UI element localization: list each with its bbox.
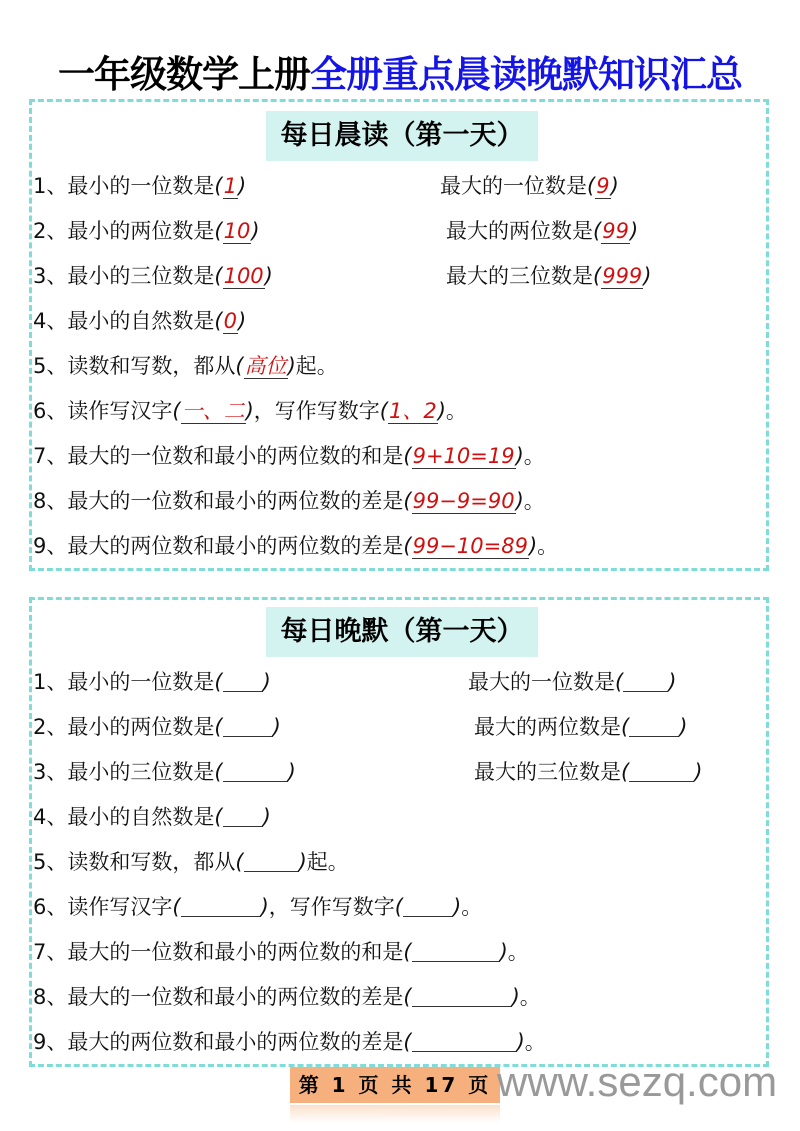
answer: 0	[223, 309, 237, 333]
paren-close: )	[516, 1030, 525, 1054]
evening-heading: 每日晚默（第一天）	[266, 607, 538, 657]
question-number: 6、	[33, 895, 68, 919]
paren-open: (	[214, 174, 223, 198]
question-line	[33, 530, 558, 560]
question-line	[33, 801, 271, 831]
question-text: 。	[523, 489, 545, 513]
question-text: 最大的两位数是	[446, 219, 593, 243]
paren-open: (	[394, 895, 403, 919]
question-number: 5、	[33, 850, 68, 874]
paren-open: (	[403, 534, 412, 558]
question-line	[33, 891, 482, 921]
paren-close: )	[298, 850, 307, 874]
paren-close: )	[528, 534, 538, 558]
answer: 100	[223, 264, 264, 288]
paren-open: (	[621, 715, 630, 739]
page-number: 第 1 页 共 17 页	[290, 1067, 500, 1103]
question-text: 最大的一位数和最小的两位数的和是	[67, 940, 404, 964]
paren-open: (	[172, 895, 181, 919]
paren-close: )	[245, 399, 254, 423]
question-line-right	[474, 756, 702, 786]
answer-blank[interactable]	[403, 896, 453, 917]
question-text: 读作写汉字	[67, 895, 173, 919]
paren-close: )	[262, 805, 271, 829]
answer-blank[interactable]	[244, 851, 299, 872]
question-text: 读数和写数，都从	[67, 354, 236, 378]
title-black: 一年级数学上册	[58, 53, 310, 96]
morning-heading: 每日晨读（第一天）	[266, 111, 538, 161]
question-line	[33, 350, 338, 380]
question-line-right	[446, 215, 638, 245]
paren-close: )	[264, 264, 273, 288]
question-text: 最大的三位数是	[474, 760, 621, 784]
question-number: 6、	[33, 399, 68, 423]
paren-close: )	[287, 354, 296, 378]
answer-blank[interactable]	[223, 716, 273, 737]
paren-open: (	[615, 670, 624, 694]
question-text: 最小的三位数是	[67, 760, 215, 784]
question-number: 5、	[33, 354, 68, 378]
question-text: 最大的两位数和最小的两位数的差是	[67, 1030, 404, 1054]
paren-open: (	[214, 309, 223, 333]
question-number: 3、	[33, 264, 68, 288]
question-line	[33, 260, 273, 290]
answer: 1	[223, 174, 237, 198]
answer: 高位	[244, 354, 287, 378]
answer-blank[interactable]	[412, 941, 500, 962]
question-text: 读作写汉字	[67, 399, 173, 423]
question-line-right	[446, 260, 652, 290]
question-text: 读数和写数，都从	[67, 850, 236, 874]
paren-close: )	[629, 219, 639, 243]
answer: 1、2	[388, 399, 437, 423]
question-line	[33, 846, 349, 876]
question-number: 9、	[33, 534, 68, 558]
paren-close: )	[668, 670, 677, 694]
answer: 99−10=89	[412, 534, 528, 558]
question-number: 7、	[33, 444, 68, 468]
page-title	[0, 44, 800, 98]
paren-close: )	[511, 985, 520, 1009]
answer: 99−9=90	[412, 489, 515, 513]
paren-close: )	[610, 174, 619, 198]
answer-blank[interactable]	[181, 896, 261, 917]
question-text: 最小的两位数是	[67, 219, 215, 243]
question-number: 2、	[33, 219, 68, 243]
paren-open: (	[235, 354, 244, 378]
question-text: 最大的两位数是	[474, 715, 621, 739]
paren-open: (	[403, 489, 412, 513]
question-text: 最小的一位数是	[67, 670, 215, 694]
question-line	[33, 440, 545, 470]
paren-open: (	[403, 444, 412, 468]
answer: 9	[596, 174, 610, 198]
question-text: 最大的两位数和最小的两位数的差是	[67, 534, 404, 558]
question-text: 最小的两位数是	[67, 715, 215, 739]
question-text: 。	[461, 895, 483, 919]
question-text: 最大的一位数和最小的两位数的差是	[67, 985, 404, 1009]
question-text: 。	[445, 399, 467, 423]
question-text: 起。	[295, 354, 338, 378]
answer: 10	[223, 219, 251, 243]
question-line-right	[468, 666, 676, 696]
question-text: 最大的一位数和最小的两位数的和是	[67, 444, 404, 468]
question-line	[33, 170, 246, 200]
answer-blank[interactable]	[629, 761, 694, 782]
question-text: 。	[524, 1030, 546, 1054]
paren-close: )	[515, 444, 524, 468]
question-text: 起。	[306, 850, 349, 874]
answer: 999	[602, 264, 643, 288]
paren-open: (	[235, 850, 244, 874]
question-number: 4、	[33, 805, 68, 829]
question-line	[33, 1026, 546, 1056]
question-number: 1、	[33, 670, 68, 694]
paren-open: (	[379, 399, 388, 423]
paren-open: (	[214, 715, 223, 739]
question-text: 。	[519, 985, 541, 1009]
paren-close: )	[515, 489, 524, 513]
question-line	[33, 485, 545, 515]
question-number: 2、	[33, 715, 68, 739]
answer-blank[interactable]	[223, 671, 263, 692]
answer-blank[interactable]	[623, 671, 668, 692]
question-line	[33, 215, 260, 245]
question-line	[33, 395, 467, 425]
paren-open: (	[587, 174, 596, 198]
question-text: 最小的一位数是	[67, 174, 215, 198]
paren-close: )	[452, 895, 462, 919]
answer: 99	[602, 219, 629, 243]
paren-close: )	[262, 670, 271, 694]
paren-close: )	[272, 715, 281, 739]
question-number: 3、	[33, 760, 68, 784]
question-line	[33, 756, 296, 786]
answer-blank[interactable]	[412, 1031, 517, 1052]
question-line	[33, 936, 529, 966]
answer: 9+10=19	[412, 444, 515, 468]
question-number: 9、	[33, 1030, 68, 1054]
question-line	[33, 305, 246, 335]
paren-open: (	[172, 399, 181, 423]
question-line	[33, 981, 541, 1011]
paren-close: )	[499, 940, 508, 964]
question-number: 8、	[33, 985, 68, 1009]
question-number: 7、	[33, 940, 68, 964]
paren-open: (	[403, 985, 412, 1009]
paren-close: )	[437, 399, 446, 423]
paren-close: )	[251, 219, 260, 243]
question-text: 最大的三位数是	[446, 264, 593, 288]
paren-open: (	[214, 264, 223, 288]
paren-open: (	[214, 805, 223, 829]
footer-reflection	[290, 1105, 500, 1123]
question-text: 。	[537, 534, 559, 558]
answer-blank[interactable]	[629, 716, 679, 737]
paren-close: )	[260, 895, 269, 919]
question-text: 最小的自然数是	[67, 805, 215, 829]
question-line-right	[440, 170, 619, 200]
paren-open: (	[403, 940, 412, 964]
paren-close: )	[643, 264, 652, 288]
question-line	[33, 666, 271, 696]
paren-open: (	[593, 219, 602, 243]
question-line-right	[474, 711, 687, 741]
question-text: 最大的一位数是	[440, 174, 587, 198]
paren-open: (	[214, 219, 223, 243]
answer-blank[interactable]	[412, 986, 512, 1007]
paren-open: (	[403, 1030, 412, 1054]
paren-close: )	[287, 760, 296, 784]
paren-close: )	[679, 715, 688, 739]
paren-open: (	[214, 670, 223, 694]
question-text: 最大的一位数是	[468, 670, 615, 694]
answer: 一、二	[181, 399, 245, 423]
paren-open: (	[593, 264, 602, 288]
question-text: 最小的三位数是	[67, 264, 215, 288]
watermark: www.sezq.com	[497, 1058, 778, 1105]
paren-close: )	[237, 309, 247, 333]
question-number: 8、	[33, 489, 68, 513]
paren-open: (	[214, 760, 223, 784]
answer-blank[interactable]	[223, 761, 288, 782]
paren-close: )	[237, 174, 247, 198]
question-text: 最小的自然数是	[67, 309, 215, 333]
question-number: 1、	[33, 174, 68, 198]
paren-open: (	[621, 760, 630, 784]
title-blue: 全册重点晨读晚默知识汇总	[310, 53, 742, 96]
question-text: ，写作写数字	[253, 399, 380, 423]
answer-blank[interactable]	[223, 806, 263, 827]
paren-close: )	[694, 760, 703, 784]
question-text: 最大的一位数和最小的两位数的差是	[67, 489, 404, 513]
question-text: ，写作写数字	[268, 895, 395, 919]
question-text: 。	[507, 940, 529, 964]
question-line	[33, 711, 281, 741]
question-number: 4、	[33, 309, 68, 333]
question-text: 。	[523, 444, 545, 468]
